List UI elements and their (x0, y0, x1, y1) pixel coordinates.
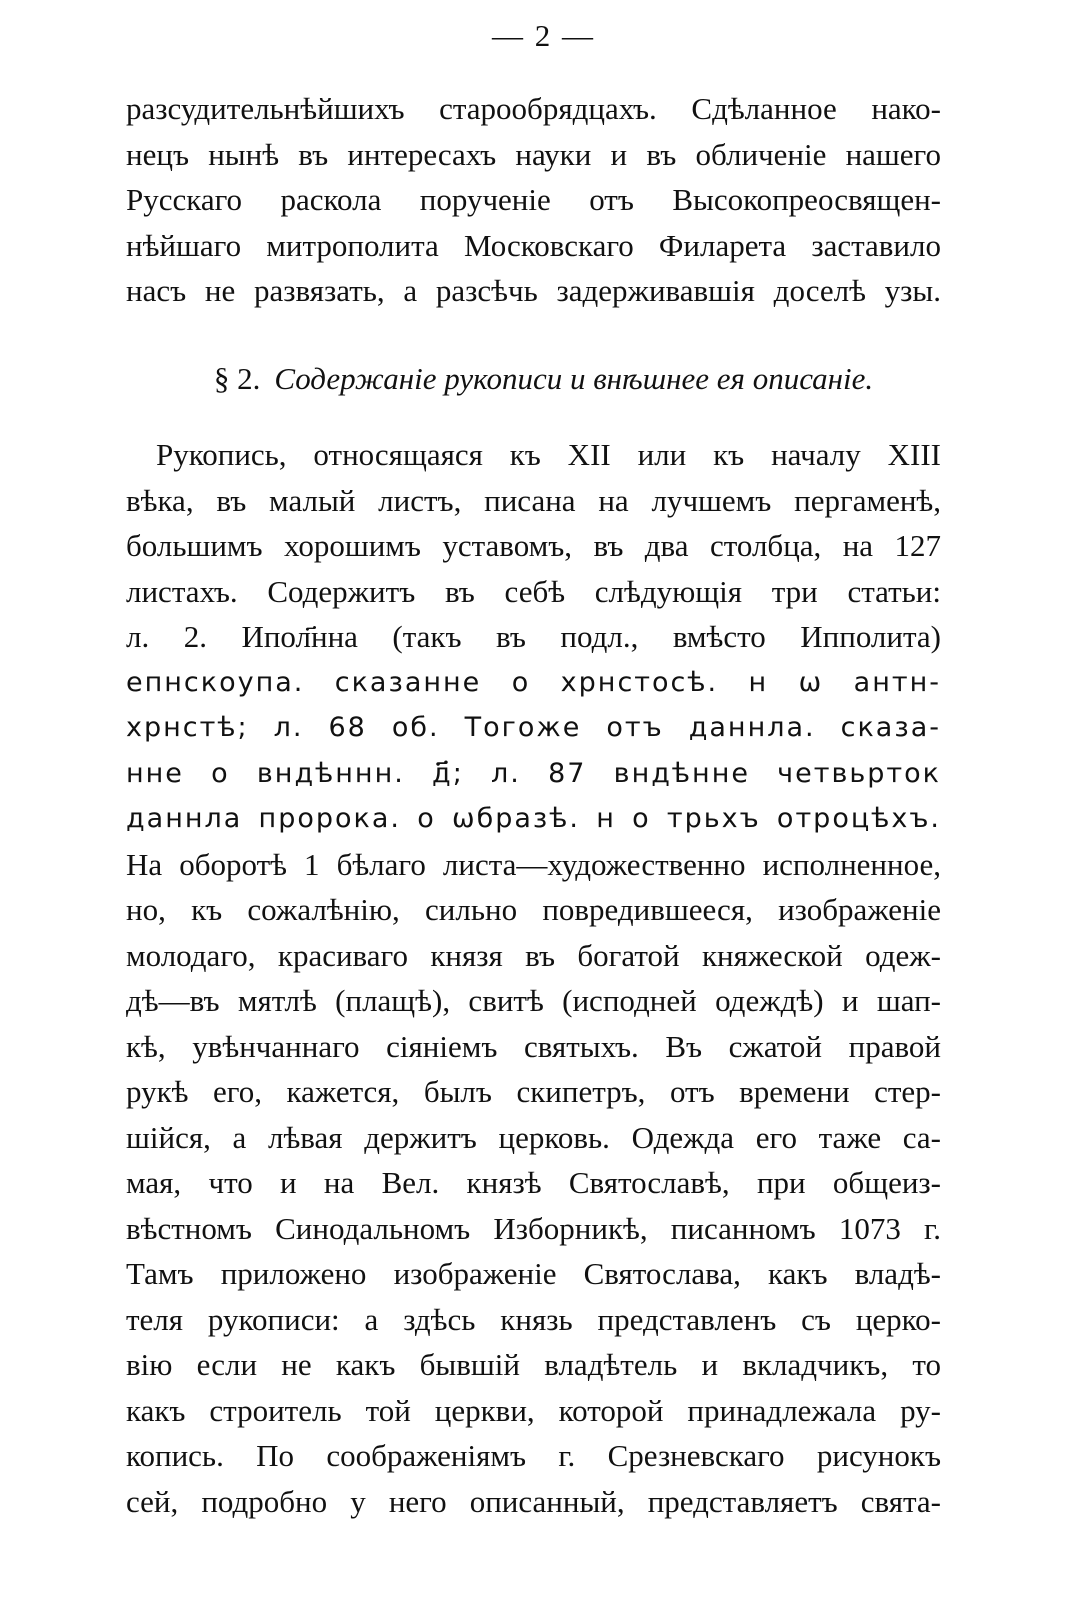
page-number: — 2 — (492, 18, 595, 53)
text-line: шійся, а лѣвая держитъ церковь. Одежда его таже са- (126, 1119, 941, 1155)
church-slavonic-line: хрнстѣ; л. 68 об. Тогоже отъ даннла. сказа- (126, 712, 941, 743)
church-slavonic-line: нне о вндѣннн. д҃; л. 87 вндѣнне четвьрток (126, 757, 941, 789)
text-line: разсудительнѣйшихъ старообрядцахъ. Сдѣланное нако- (126, 91, 941, 126)
text-line: дѣ—въ мятлѣ (плащѣ), свитѣ (исподней одеждѣ) и шап- (126, 983, 941, 1018)
text-line: нецъ нынѣ въ интересахъ науки и въ обличеніе нашего (126, 136, 941, 172)
text-line: копись. По соображеніямъ г. Срезневскаго рисунокъ (126, 1438, 941, 1473)
text-line: мая, что и на Вел. князѣ Святославѣ, при общеиз- (126, 1165, 941, 1200)
text-line: вѣстномъ Синодальномъ Изборникѣ, писанномъ 1073 г. (126, 1210, 941, 1246)
body-paragraph (126, 432, 941, 1524)
text-line: сей, подробно у него описанный, представляетъ свята- (126, 1483, 941, 1519)
text-line: но, къ сожалѣнію, сильно повредившееся, изображеніе (126, 892, 941, 927)
text-line: листахъ. Содержитъ въ себѣ слѣдующія три статьи: (126, 573, 941, 609)
text-line: насъ не развязать, а разсѣчь задерживавшія доселѣ узы. (126, 273, 941, 308)
text-line: л. 2. Ипол҃нна (такъ въ подл., вмѣсто Ипполита) (126, 619, 941, 654)
text-line: кѣ, увѣнчаннаго сіяніемъ святыхъ. Въ сжатой правой (126, 1028, 941, 1064)
text-line: нѣйшаго митрополита Московскаго Филарета заставило (126, 227, 941, 263)
text-line: молодаго, красиваго князя въ богатой княжеской одеж- (126, 937, 941, 973)
section-number: § 2. (213, 361, 261, 396)
section-heading (0, 356, 1087, 401)
church-slavonic-line: даннла пророка. о ѡбразѣ. н о трьхъ отроцѣхъ. (126, 803, 941, 834)
text-line: На оборотѣ 1 бѣлаго листа—художественно исполненное, (126, 846, 941, 882)
text-line: рукѣ его, кажется, былъ скипетръ, отъ времени стер- (126, 1074, 941, 1109)
intro-paragraph (126, 86, 941, 314)
text-line: вію если не какъ бывшій владѣтель и вкладчикъ, то (126, 1347, 941, 1382)
text-line: Рукопись, относящаяся къ XII или къ началу XIII (156, 437, 941, 472)
church-slavonic-line: епнскоупа. сказанне о хрнстосѣ. н ѡ антн- (126, 666, 941, 698)
section-title: Содержаніе рукописи и внѣшнее ея описаніе. (274, 361, 874, 396)
text-line: какъ строитель той церкви, которой принадлежала ру- (126, 1392, 941, 1428)
text-line: вѣка, въ малый листъ, писана на лучшемъ пергаменѣ, (126, 482, 941, 518)
text-line: Русскаго раскола порученіе отъ Высокопреосвящен- (126, 182, 941, 217)
text-line: теля рукописи: а здѣсь князь представленъ съ церко- (126, 1301, 941, 1337)
text-line: Тамъ приложено изображеніе Святослава, какъ владѣ- (126, 1256, 941, 1291)
text-line: большимъ хорошимъ уставомъ, въ два столбца, на 127 (126, 528, 941, 563)
